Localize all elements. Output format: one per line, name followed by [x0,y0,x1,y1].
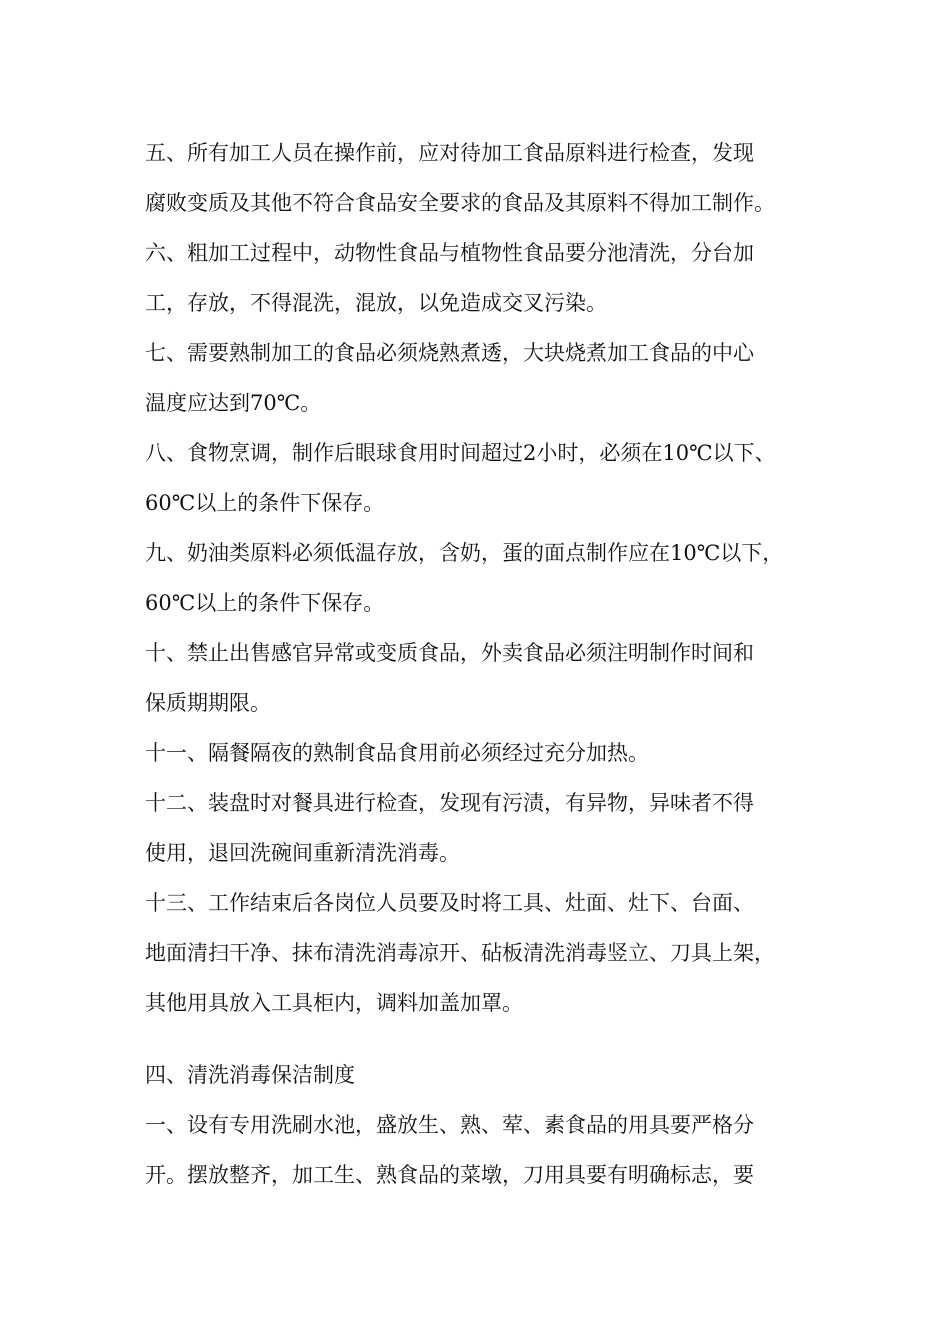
text-line: 十二、装盘时对餐具进行检查，发现有污渍，有异物，异味者不得 [145,791,754,815]
text-line: 九、奶油类原料必须低温存放，含奶，蛋的面点制作应在10℃以下， [145,541,784,565]
text-line: 十一、隔餐隔夜的熟制食品食用前必须经过充分加热。 [145,741,649,765]
section-heading: 四、清洗消毒保洁制度 [145,1063,355,1087]
text-line: 开。摆放整齐，加工生、熟食品的菜墩，刀用具要有明确标志，要 [145,1163,754,1187]
text-line: 地面清扫干净、抹布清洗消毒凉开、砧板清洗消毒竖立、刀具上架， [145,941,775,965]
text-line: 60℃以上的条件下保存。 [145,591,385,615]
text-line: 其他用具放入工具柜内，调料加盖加罩。 [145,991,523,1015]
text-line: 60℃以上的条件下保存。 [145,491,385,515]
text-line: 一、设有专用洗刷水池，盛放生、熟、荤、素食品的用具要严格分 [145,1113,754,1137]
text-line: 工，存放，不得混洗，混放，以免造成交叉污染。 [145,291,607,315]
document-body [145,128,825,1200]
text-line: 十、禁止出售感官异常或变质食品，外卖食品必须注明制作时间和 [145,641,754,665]
text-line: 使用，退回洗碗间重新清洗消毒。 [145,841,460,865]
text-line: 腐败变质及其他不符合食品安全要求的食品及其原料不得加工制作。 [145,191,775,215]
text-line: 保质期期限。 [145,691,271,715]
text-line: 六、粗加工过程中，动物性食品与植物性食品要分池清洗，分台加 [145,241,754,265]
text-line: 温度应达到70℃。 [145,391,322,415]
text-line: 五、所有加工人员在操作前，应对待加工食品原料进行检查，发现 [145,141,754,165]
text-line: 十三、工作结束后各岗位人员要及时将工具、灶面、灶下、台面、 [145,891,754,915]
text-line: 八、食物烹调，制作后眼球食用时间超过2小时，必须在10℃以下、 [145,441,776,465]
text-line: 七、需要熟制加工的食品必须烧熟煮透，大块烧煮加工食品的中心 [145,341,754,365]
